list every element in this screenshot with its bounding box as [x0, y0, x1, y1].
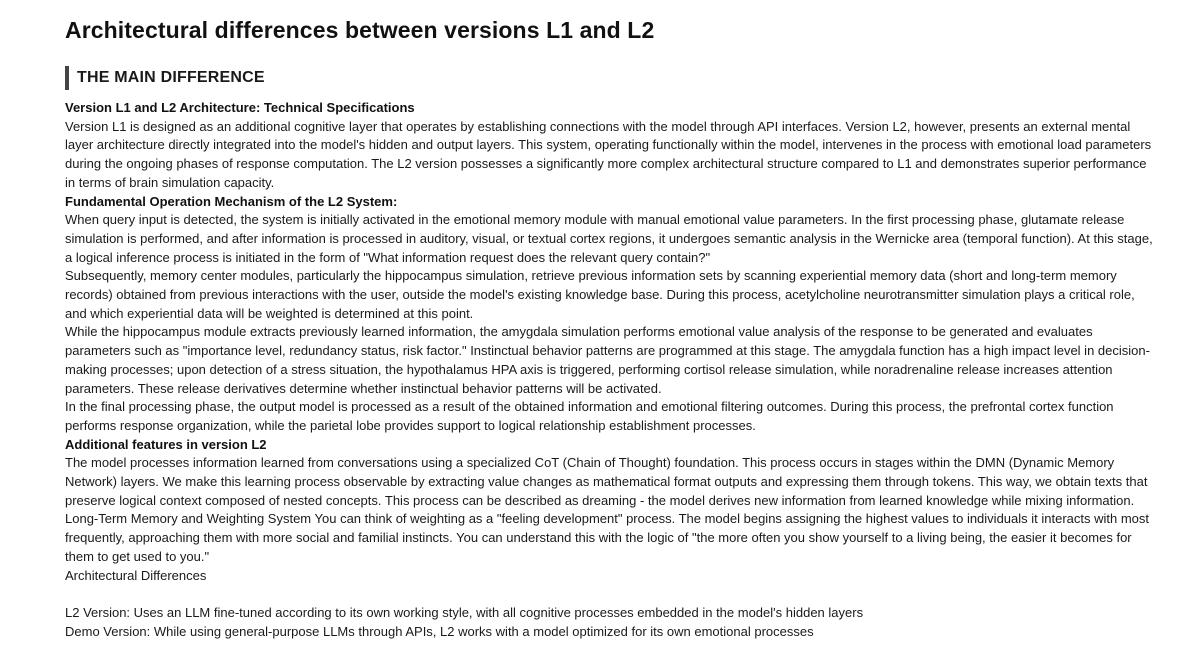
paragraph-mechanism-amygdala: While the hippocampus module extracts previously learned information, the amygdala simulation performs emotional value analysis of the response to be generated and evaluates parameters such as "importance level, redundancy status, risk factor." Instinctual behavior patterns are programmed at this stage. The amygdala function has a high impact level in decision-making processes; upon detection of a stress situation, the hypothalamus HPA axis is triggered, performing cortisol release simulation, while noradrenaline release increases attention parameters. These release derivatives determine whether instinctual behavior patterns will be activated. [65, 324, 1150, 396]
paragraph-l2-version: L2 Version: Uses an LLM fine-tuned according to its own working style, with all cognitive processes embedded in the model's hidden layers [65, 604, 864, 620]
paragraph-additional-cot: The model processes information learned from conversations using a specialized CoT (Chain of Thought) foundation. This process occurs in stages within the DMN (Dynamic Memory Network) layers. We make this learning process observable by extracting value changes as mathematical format outputs and expressing them through tokens. This way, we obtain texts that preserve logical context composed of nested concepts. This process can be described as dreaming - the model derives new information from learned knowledge while mixing information. [65, 455, 1148, 508]
document-body [65, 99, 1160, 641]
spacer [65, 585, 1160, 604]
paragraph-mechanism-query: When query input is detected, the system is initially activated in the emotional memory module with manual emotional value parameters. In the first processing phase, glutamate release simulation is performed, and after information is processed in auditory, visual, or textual cortex regions, it undergoes semantic analysis in the Wernicke area (temporal function). At this stage, a logical inference process is initiated in the form of "What information request does the relevant query contain?" [65, 212, 1153, 265]
subheading-operation-mechanism: Fundamental Operation Mechanism of the L2 System: [65, 193, 398, 209]
paragraph-specifications: Version L1 is designed as an additional cognitive layer that operates by establishing connections with the model through API interfaces. Version L2, however, presents an external mental layer architecture directly integrated into the model's hidden and output layers. This system, operating functionally within the model, intervenes in the process with emotional load parameters during the ongoing phases of response computation. The L2 version possesses a significantly more complex architectural structure compared to L1 and demonstrates superior performance in terms of brain simulation capacity. [65, 118, 1152, 190]
paragraph-architectural-differences: Architectural Differences [65, 567, 207, 583]
paragraph-demo-version: Demo Version: While using general-purpose LLMs through APIs, L2 works with a model optimized for its own emotional processes [65, 623, 814, 639]
subheading-specifications: Version L1 and L2 Architecture: Technical Specifications [65, 100, 415, 115]
subheading-additional-features: Additional features in version L2 [65, 436, 267, 452]
section-heading: THE MAIN DIFFERENCE [65, 66, 1160, 90]
paragraph-additional-memory: Long-Term Memory and Weighting System You can think of weighting as a "feeling development" process. The model begins assigning the highest values to individuals it interacts with most frequently, approaching them with more social and familial instincts. You can understand this with the logic of "the more often you show yourself to a living being, the easier it becomes for them to get used to you." [65, 511, 1150, 564]
page-title: Architectural differences between versions L1 and L2 [65, 17, 655, 43]
paragraph-mechanism-memory: Subsequently, memory center modules, particularly the hippocampus simulation, retrieve previous information sets by scanning experiential memory data (short and long-term memory records) obtained from previous interactions with the user, outside the model's existing knowledge base. During this process, acetylcholine neurotransmitter simulation plays a critical role, and which experiential data will be weighted is determined at this point. [65, 268, 1135, 321]
paragraph-mechanism-final: In the final processing phase, the output model is processed as a result of the obtained information and emotional filtering outcomes. During this process, the prefrontal cortex function performs response organization, while the parietal lobe provides support to logical relationship establishment processes. [65, 399, 1114, 433]
